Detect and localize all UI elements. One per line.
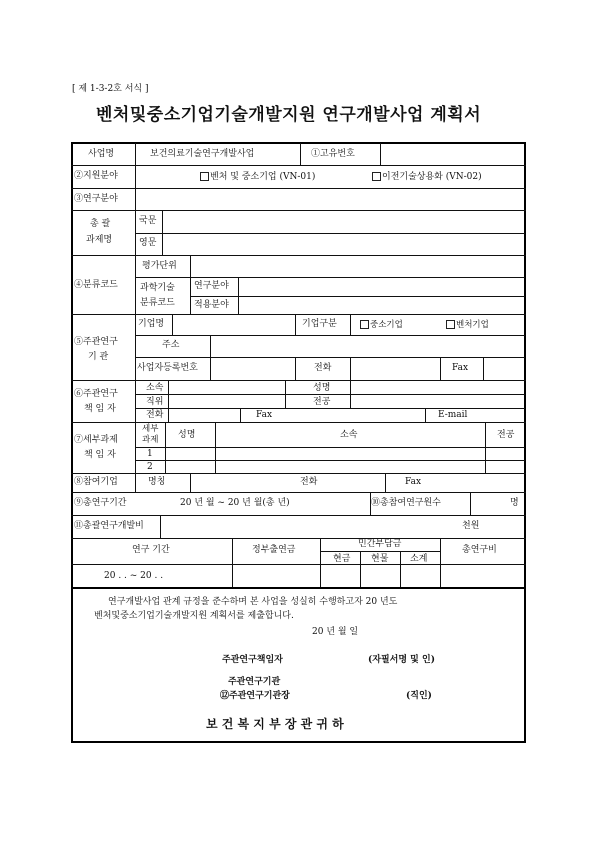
english-title-input[interactable] <box>163 234 524 255</box>
email-label: E-mail <box>438 410 468 420</box>
sub-pi-label-2: 책 임 자 <box>84 450 116 460</box>
checkbox-icon[interactable] <box>446 320 455 329</box>
declaration-line-1: 연구개발사업 관계 규정을 준수하며 본 사업을 성실히 수행하고자 20 년도 <box>108 597 398 607</box>
participant-label: ⑧참여기업 <box>74 477 118 487</box>
pi-label: ⑥주관연구 <box>74 389 118 399</box>
form-number: [ 제 1-3-2호 서식 ] <box>72 84 149 94</box>
classification-label: ④분류코드 <box>74 280 118 290</box>
sci-code-label-2: 분류코드 <box>140 298 175 308</box>
cash-col-header: 현금 <box>333 554 351 564</box>
support-field-label: ②지원분야 <box>74 171 118 181</box>
sub-task-label-2: 과제 <box>142 435 159 445</box>
checkbox-icon[interactable] <box>360 320 369 329</box>
affiliation-label: 소속 <box>146 383 164 393</box>
position-label: 직위 <box>146 397 164 407</box>
sub-pi-label: ⑦세부과제 <box>74 435 118 445</box>
korean-label: 국문 <box>139 216 157 226</box>
support-option-transfer[interactable]: 이전기술상용화 (VN-02) <box>372 172 482 182</box>
total-cost-label: ⑪총괄연구개발비 <box>74 521 144 531</box>
pi-label-2: 책 임 자 <box>84 404 116 414</box>
period-col-header: 연구 기간 <box>132 545 170 555</box>
sub-major-label: 전공 <box>497 430 515 440</box>
venture-option[interactable]: 벤처기업 <box>446 320 489 330</box>
project-name-value: 보건의료기술연구개발사업 <box>150 149 255 159</box>
total-period-label: ⑨총연구기간 <box>74 498 127 508</box>
company-name-label: 기업명 <box>138 319 165 329</box>
pi-fax-label: Fax <box>256 410 273 420</box>
gov-fund-col-header: 정부출연금 <box>252 545 296 555</box>
pi-sign-note: (자필서명 및 인) <box>368 655 435 665</box>
sub-row-2: 2 <box>147 462 153 472</box>
cost-unit: 천원 <box>462 521 480 531</box>
company-label: 명칭 <box>148 477 166 487</box>
declaration-line-2: 벤처및중소기업기술개발지원 계획서를 제출합니다. <box>94 611 294 621</box>
sub-task-label: 세부 <box>142 424 159 434</box>
subtotal-col-header: 소계 <box>410 554 428 564</box>
inst-seal-note: (직인) <box>406 691 432 701</box>
checkbox-icon[interactable] <box>372 172 381 181</box>
name-label: 성명 <box>313 383 331 393</box>
sci-code-label: 과학기술 <box>140 283 175 293</box>
phone-label: 전화 <box>314 363 332 373</box>
overall-task-label-2: 과제명 <box>86 235 113 245</box>
eval-unit-label: 평가단위 <box>142 261 177 271</box>
company-type-label: 기업구분 <box>302 319 337 329</box>
total-researchers-label: ⑩총참여연구원수 <box>371 498 441 508</box>
unique-no-field[interactable] <box>381 144 524 165</box>
sub-row-1: 1 <box>147 449 153 459</box>
address-label: 주소 <box>162 340 180 350</box>
project-name-label: 사업명 <box>88 149 115 159</box>
inkind-col-header: 현물 <box>371 554 389 564</box>
sub-name-label: 성명 <box>178 430 196 440</box>
fax-label: Fax <box>452 363 469 373</box>
overall-task-label: 총 괄 <box>90 219 111 229</box>
host-inst-label-2: 기 관 <box>88 352 109 362</box>
research-field-input[interactable] <box>136 189 524 210</box>
total-cost-col-header: 총연구비 <box>462 545 497 555</box>
participant-fax-label: Fax <box>405 477 422 487</box>
english-label: 영문 <box>139 238 157 248</box>
participant-phone-label: 전화 <box>300 477 318 487</box>
major-label: 전공 <box>313 397 331 407</box>
period-value: 20 . . ~ 20 . . <box>104 571 164 581</box>
biz-reg-label: 사업자등록번호 <box>137 363 198 373</box>
research-field-label: ③연구분야 <box>74 194 118 204</box>
research-area-label: 연구분야 <box>194 281 229 291</box>
checkbox-icon[interactable] <box>200 172 209 181</box>
total-period-value: 20 년 월 ~ 20 년 월(총 년) <box>180 498 290 508</box>
korean-title-input[interactable] <box>163 211 524 232</box>
declaration-date: 20 년 월 일 <box>312 627 359 637</box>
researchers-unit: 명 <box>510 498 519 508</box>
pi-signer-label: 주관연구책임자 <box>222 655 283 665</box>
addressee: 보 건 복 지 부 장 관 귀 하 <box>206 717 344 731</box>
inst-signer-label: 주관연구기관 <box>228 677 281 687</box>
inst-head-label: ⑫주관연구기관장 <box>220 691 290 701</box>
application-area-label: 적용분야 <box>194 300 229 310</box>
private-col-header: 민간부담금 <box>358 539 402 549</box>
unique-no-label: ①고유번호 <box>311 149 355 159</box>
sme-option[interactable]: 중소기업 <box>360 320 403 330</box>
sub-affiliation-label: 소속 <box>340 430 358 440</box>
host-inst-label: ⑤주관연구 <box>74 337 118 347</box>
support-option-venture[interactable]: 벤처 및 중소기업 (VN-01) <box>200 172 315 182</box>
tel-label: 전화 <box>146 410 164 420</box>
page-title: 벤처및중소기업기술개발지원 연구개발사업 계획서 <box>96 105 482 125</box>
